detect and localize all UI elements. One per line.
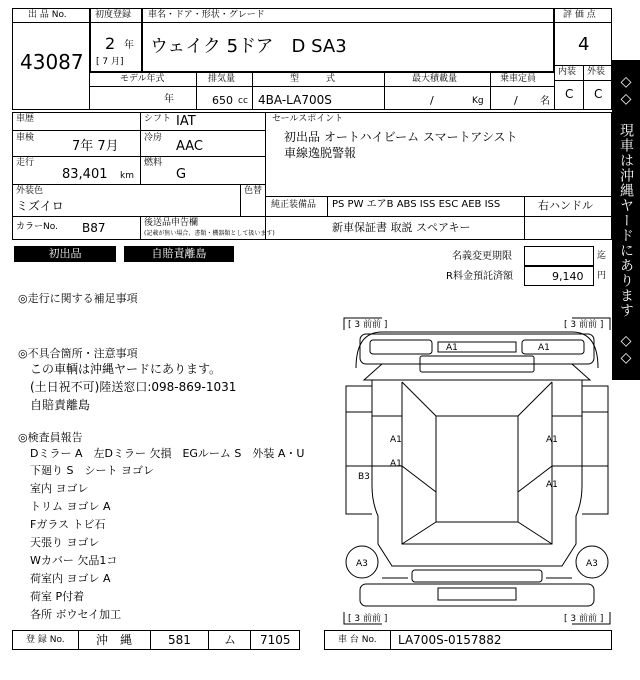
lot-number: 43087: [20, 50, 84, 74]
model-year-label: モデル年式: [120, 74, 165, 84]
damage-mark: A1: [390, 435, 402, 445]
registration-label: 登 録 No.: [26, 635, 65, 645]
inspector-line: 荷室内 ヨゴレ A: [30, 572, 111, 585]
recycle-value: 9,140: [552, 270, 584, 283]
post-label: 後送品申告欄: [144, 218, 199, 228]
inspector-line: 各所 ボウセイ加工: [30, 608, 122, 621]
inspection-value: 7年 7月: [72, 139, 119, 154]
recycle-unit: 円: [597, 271, 607, 281]
inspector-line: Dミラー A 左Dミラー 欠損 EGルーム S 外装 A・U: [30, 447, 305, 460]
sales-label: セールスポイント: [272, 114, 344, 124]
mileage-label: 走行: [16, 158, 35, 168]
okinawa-yard-banner: ◇◇ 現車は沖縄ヤードにあります ◇◇: [612, 60, 640, 380]
interior-label: 内装: [558, 67, 577, 77]
inspector-line: Wカバー 欠品1コ: [30, 554, 118, 567]
chassis-label: 車 台 No.: [338, 635, 377, 645]
inspector-line: 荷室 P付着: [30, 590, 85, 603]
max-load-label: 最大積載量: [412, 74, 458, 84]
chassis-number: LA700S-0157882: [398, 633, 502, 647]
mileage-value: 83,401: [62, 167, 108, 182]
model-year-unit: 年: [164, 94, 174, 105]
name-change-box: [524, 246, 594, 266]
lot-label: 出 品 No.: [28, 10, 67, 20]
defect-line: この車輌は沖縄ヤードにあります。: [30, 362, 222, 376]
displacement-label: 排気量: [208, 74, 236, 84]
capacity-slash: /: [514, 94, 518, 107]
capacity-label: 乗車定員: [500, 74, 537, 84]
registration-kana: ム: [224, 633, 237, 647]
shift-label: シフト: [144, 114, 172, 124]
name-change-label: 名義変更期限: [452, 251, 512, 262]
type-label: 型 式: [290, 74, 336, 84]
remote-island-insurance-tag: 自賠責離島: [124, 246, 234, 262]
bracket-rear-left: [ 3 前前 ]: [348, 614, 388, 624]
registration-class: 581: [168, 633, 191, 647]
damage-mark: A1: [546, 435, 558, 445]
car-damage-diagram: [342, 316, 612, 626]
handle-value: 右ハンドル: [538, 199, 593, 212]
bracket-rear-right: [ 3 前前 ]: [564, 614, 604, 624]
damage-mark: B3: [358, 472, 370, 482]
color-no-value: B87: [82, 221, 106, 235]
damage-mark: A3: [586, 559, 598, 569]
grade-value: 4: [578, 34, 590, 55]
exterior-color-label: 外装色: [16, 186, 44, 196]
inspector-line: トリム ヨゴレ A: [30, 500, 111, 513]
defect-title: ◎不具合箇所・注意事項: [18, 347, 138, 360]
inspection-label: 車検: [16, 133, 35, 143]
equipment-label: 純正装備品: [271, 200, 317, 210]
type-value: 4BA-LA700S: [258, 93, 332, 107]
shift-value: IAT: [176, 114, 196, 129]
damage-mark: A1: [546, 480, 558, 490]
inspector-line: Fガラス トビ石: [30, 518, 106, 531]
bracket-front-right: [ 3 前前 ]: [564, 320, 604, 330]
first-reg-label: 初度登録: [95, 10, 132, 20]
max-load-slash: /: [430, 94, 434, 107]
exterior-grade: C: [594, 87, 603, 101]
color-change-label: 色替: [244, 186, 263, 196]
sales-line-1: 初出品 オートハイビーム スマートアシスト: [284, 130, 518, 144]
inspector-line: 下廻り S シート ヨゴレ: [30, 464, 154, 477]
first-listing-tag: 初出品: [14, 246, 116, 262]
registration-number: 7105: [260, 633, 291, 647]
damage-mark: A1: [390, 459, 402, 469]
inspector-title: ◎検査員報告: [18, 431, 83, 444]
exterior-color-value: ミズイロ: [16, 199, 64, 213]
mileage-unit: km: [120, 171, 134, 181]
first-reg-month: [ 7 月]: [96, 57, 124, 67]
sales-line-2: 車線逸脱警報: [284, 146, 357, 160]
capacity-unit: 名: [540, 96, 550, 107]
bracket-front-left: [ 3 前前 ]: [348, 320, 388, 330]
grade-label: 評 価 点: [563, 10, 596, 20]
displacement-unit: cc: [238, 96, 248, 106]
damage-mark: A3: [356, 559, 368, 569]
supplement-title: ◎走行に関する補足事項: [18, 292, 138, 305]
registration-area: 沖 縄: [96, 633, 133, 647]
damage-mark: A1: [538, 343, 550, 353]
car-name-label: 車名・ドア・形状・グレード: [148, 10, 265, 20]
first-reg-year-unit: 年: [124, 40, 134, 51]
defect-line: (土日祝不可)陸送窓口:098-869-1031: [30, 380, 237, 394]
exterior-label: 外装: [587, 67, 606, 77]
ac-value: AAC: [176, 139, 203, 154]
warranty-value: 新車保証書 取説 スペアキー: [332, 221, 471, 234]
inspector-line: 天張り ヨゴレ: [30, 536, 100, 549]
max-load-unit: Kg: [472, 96, 484, 106]
ac-label: 冷房: [144, 133, 163, 143]
first-reg-year: 2: [105, 34, 116, 53]
equipment-value: PS PW エアB ABS ISS ESC AEB ISS: [332, 199, 501, 210]
inspector-line: 室内 ヨゴレ: [30, 482, 89, 495]
history-label: 車歴: [16, 114, 35, 124]
color-no-label: カラーNo.: [16, 222, 58, 232]
interior-grade: C: [565, 87, 574, 101]
name-change-unit: 迄: [597, 251, 607, 261]
damage-mark: A1: [446, 343, 458, 353]
fuel-label: 燃料: [144, 158, 163, 168]
car-name: ウェイク 5ドア D SA3: [150, 36, 347, 57]
recycle-label: R料金預託済額: [446, 271, 513, 282]
post-note: (記載が無い場合、書類・機器類として扱います): [144, 230, 275, 237]
defect-line: 自賠責離島: [30, 398, 91, 412]
displacement-value: 650: [212, 94, 233, 107]
fuel-value: G: [176, 167, 187, 182]
